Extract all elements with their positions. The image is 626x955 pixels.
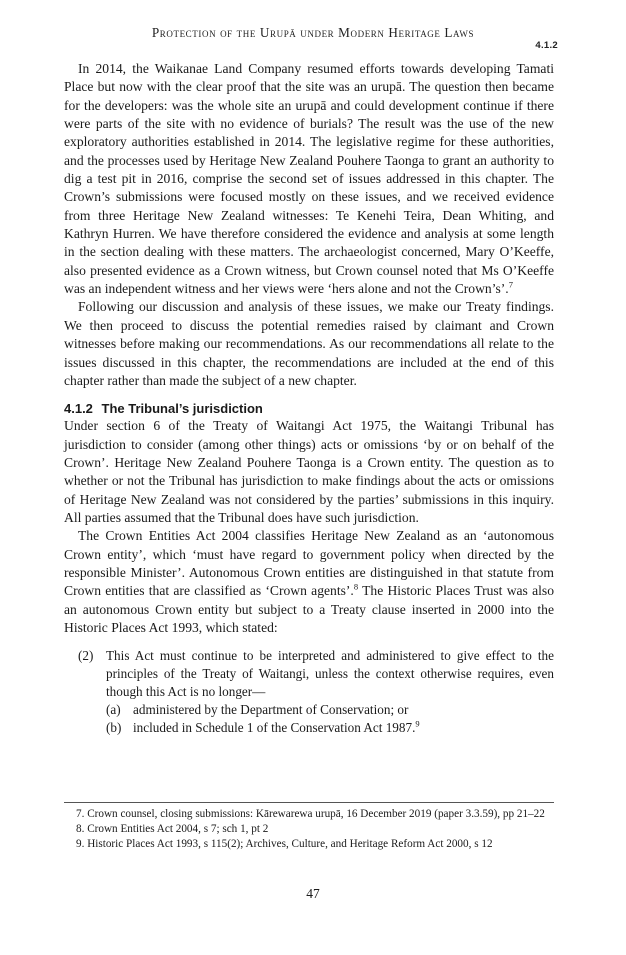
footnote: 9. Historic Places Act 1993, s 115(2); Archives, Culture, and Heritage Reform Act 2000, s 12 [76, 838, 493, 850]
paragraph [64, 60, 554, 298]
paragraph [64, 527, 554, 637]
footnote-ref: 7 [508, 279, 513, 290]
quote-item-label: (b) [106, 720, 122, 736]
page-number: 47 [306, 886, 320, 901]
quote-number: (2) [78, 648, 94, 664]
quote-item-label: (a) [106, 702, 121, 718]
paragraph: Following our discussion and analysis of these issues, we make our Treaty findings. We then proceed to discuss the potential remedies raised by claimant and Crown witnesses before making our recommendations. As our recommendations all relate to the issues discussed in this chapter, the recommendations are included at the end of this chapter rather than made the subject of a new chapter. [64, 299, 554, 388]
footnote-ref: 8 [353, 581, 359, 592]
footnotes [64, 802, 554, 852]
footnote-ref: 9 [415, 718, 420, 729]
section-heading-number: 4.1.2 [64, 401, 93, 417]
block-quote [78, 647, 554, 737]
running-head: Protection of the Urupā under Modern Heritage Laws [151, 25, 475, 40]
quote-item-text: included in Schedule 1 of the Conservation Act 1987. [133, 720, 416, 736]
paragraph: Under section 6 of the Treaty of Waitangi Act 1975, the Waitangi Tribunal has jurisdiction to consider (among other things) acts or omissions ‘by or on behalf of the Crown’. Heritage New Zealand Pouhere Taonga is a Crown entity. The question as to whether or not the Tribunal has jurisdiction to make findings about the acts or omissions of Heritage New Zealand was not considered by the parties’ submissions in this inquiry. All parties assumed that the Tribunal does have such jurisdiction. [64, 418, 554, 525]
quote-item [106, 719, 554, 737]
paragraph-text: The Crown Entities Act 2004 classifies Heritage New Zealand as an ‘autonomous Crown entity’, which ‘must have regard to government policy when directed by the responsible Minister’. Autonomous Crown entities are distinguished in that statute from Crown entities that are classified as ‘Crown agents’. [64, 528, 554, 599]
paragraph-text: In 2014, the Waikanae Land Company resumed efforts towards developing Tamati Place but now with the clear proof that the site was an urupā. The question then became for the developers: was the whole site an urupā and could development continue if there were parts of the site with no evidence of burials? The result was the use of the new exploratory authorities established in 2014. The legislative regime for these authorities, and the processes used by Heritage New Zealand Pouhere Taonga to grant an authority to dig a test pit in 2016, comprise the second set of issues addressed in this chapter. The Crown’s submissions were focused mostly on these issues, and we received evidence from three Heritage New Zealand witnesses: Te Kenehi Teira, Dean Whiting, and Kathryn Hurren. We have therefore considered the evidence and analysis at some length in the section dealing with these matters. The archaeologist concerned, Mary O’Keeffe, also presented evidence as a Crown witness, but Crown counsel noted that Ms O’Keeffe was an independent witness and her views were ‘hers alone and not the Crown’s’. [64, 61, 554, 297]
main-text [64, 60, 554, 737]
footnote: 8. Crown Entities Act 2004, s 7; sch 1, pt 2 [76, 823, 269, 835]
footnote: 7. Crown counsel, closing submissions: Kārewarewa urupā, 16 December 2019 (paper 3.3.59), pp 21–22 [76, 808, 545, 820]
section-heading-title: The Tribunal’s jurisdiction [101, 401, 263, 417]
quote-item [106, 701, 554, 719]
section-heading [64, 400, 554, 417]
quote-text: This Act must continue to be interpreted and administered to give effect to the principles of the Treaty of Waitangi, unless the context otherwise requires, even though this Act is no longer— [106, 648, 554, 700]
quote-item-text: administered by the Department of Conservation; or [133, 702, 409, 718]
paragraph-text: The Historic Places Trust was also an autonomous Crown entity but subject to a Treaty clause inserted in 2000 into the Historic Places Act 1993, which stated: [64, 583, 554, 635]
header-section-number: 4.1.2 [535, 40, 558, 51]
